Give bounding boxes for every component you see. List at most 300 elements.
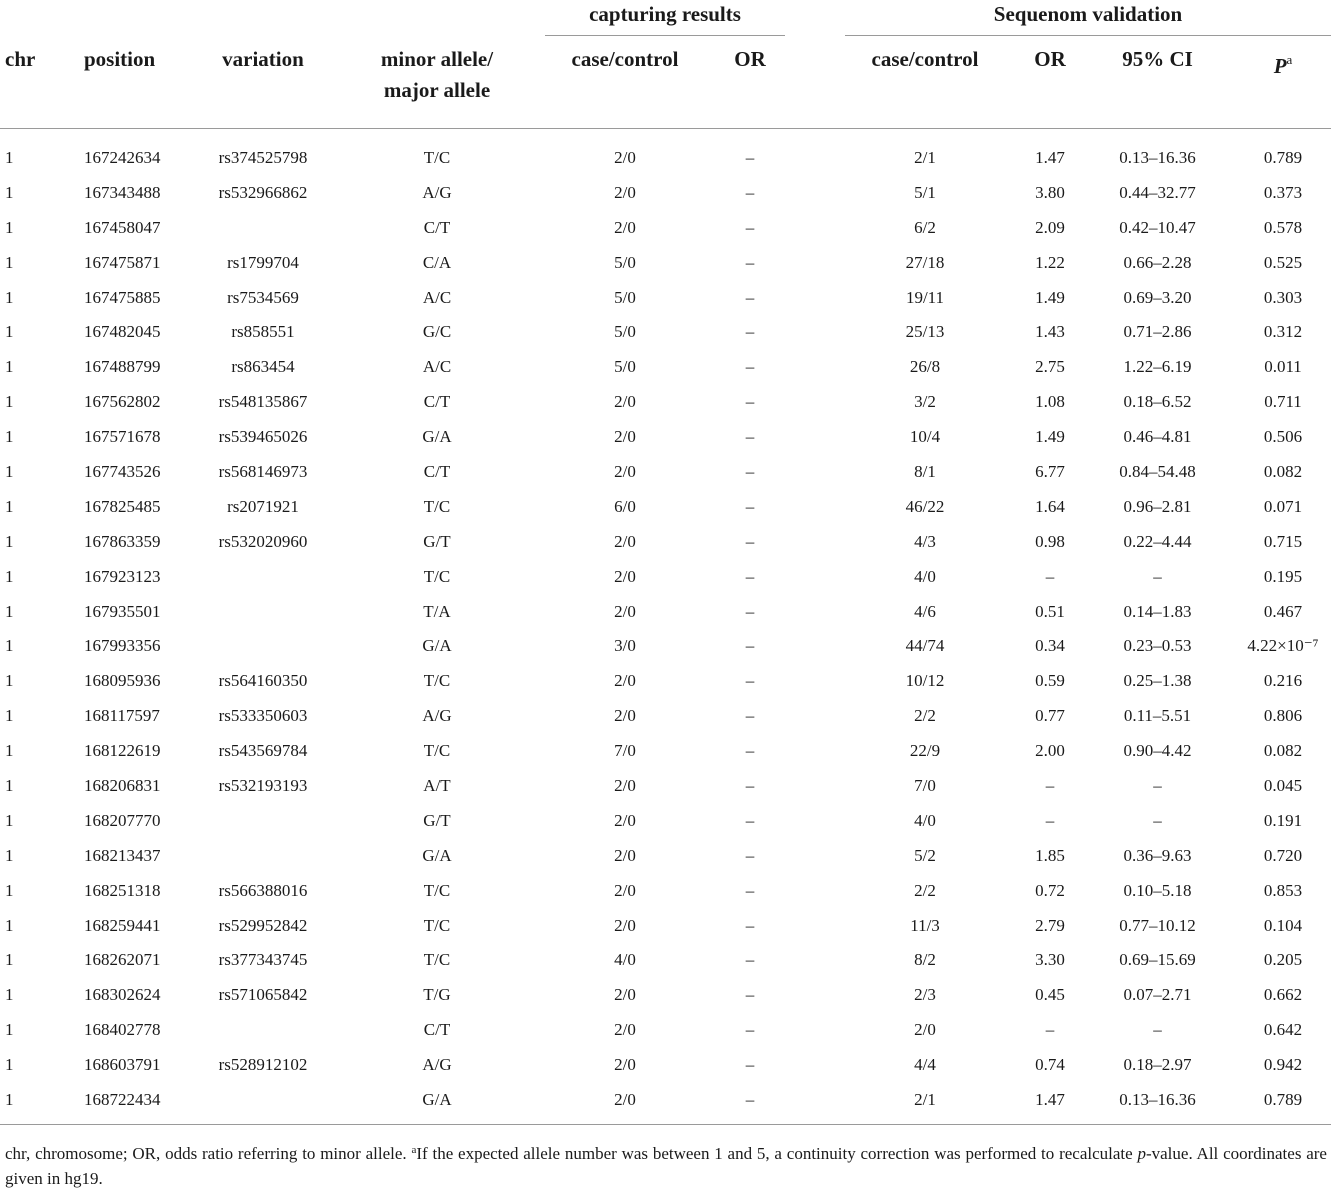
table-row	[0, 1048, 1331, 1083]
group-underline-sequenom	[845, 35, 1331, 36]
cell-capturing-case-control: 2/0	[614, 1020, 636, 1040]
cell-capturing-case-control: 2/0	[614, 392, 636, 412]
footnote-text-2: If the expected allele number was between 1 and 5, a continuity correction was performed to recalculate	[416, 1144, 1138, 1163]
cell-ci: 0.25–1.38	[1123, 671, 1192, 691]
column-header-p-superscript: a	[1286, 52, 1293, 67]
table-row	[0, 455, 1331, 490]
cell-capturing-case-control: 4/0	[614, 950, 636, 970]
table-row	[0, 176, 1331, 211]
cell-variation: rs564160350	[218, 671, 308, 691]
cell-p-value: 0.104	[1263, 915, 1303, 935]
cell-allele: G/T	[423, 810, 451, 830]
cell-chr: 1	[5, 287, 14, 307]
table-row	[0, 734, 1331, 769]
table-row	[0, 874, 1331, 909]
cell-variation: rs532193193	[218, 776, 308, 796]
cell-sequenom-case-control: 2/2	[914, 880, 936, 900]
column-header-sequenom-case-control: case/control	[871, 47, 979, 71]
cell-variation: rs539465026	[218, 427, 308, 447]
cell-ci: –	[1153, 1020, 1162, 1040]
table-row	[0, 804, 1331, 839]
cell-position: 168207770	[84, 810, 161, 830]
cell-chr: 1	[5, 462, 14, 482]
cell-capturing-case-control: 2/0	[614, 217, 636, 237]
cell-allele: A/T	[423, 776, 451, 796]
cell-position: 167343488	[84, 182, 161, 202]
cell-position: 168262071	[84, 950, 161, 970]
table-row	[0, 1083, 1331, 1118]
cell-allele: C/T	[423, 392, 451, 412]
cell-sequenom-case-control: 4/0	[914, 566, 936, 586]
cell-capturing-case-control: 2/0	[614, 566, 636, 586]
cell-capturing-case-control: 2/0	[614, 462, 636, 482]
column-header-allele	[357, 44, 517, 106]
cell-p-value: 0.011	[1264, 357, 1302, 377]
cell-ci: 0.66–2.28	[1123, 252, 1192, 272]
table-row	[0, 978, 1331, 1013]
cell-capturing-case-control: 2/0	[614, 182, 636, 202]
cell-allele: G/A	[422, 636, 452, 656]
cell-sequenom-case-control: 2/1	[914, 148, 936, 167]
cell-chr: 1	[5, 1055, 14, 1075]
cell-ci: 0.84–54.48	[1119, 462, 1196, 482]
table-body	[0, 141, 1331, 1118]
cell-allele: A/C	[422, 357, 452, 377]
cell-allele: G/A	[422, 845, 452, 865]
cell-capturing-case-control: 5/0	[614, 252, 636, 272]
cell-chr: 1	[5, 566, 14, 586]
cell-ci: –	[1153, 810, 1162, 830]
cell-position: 168302624	[84, 985, 161, 1005]
cell-position: 168213437	[84, 845, 161, 865]
cell-sequenom-or: 0.45	[1035, 985, 1065, 1005]
cell-capturing-or: –	[745, 392, 755, 412]
cell-ci: 0.22–4.44	[1123, 531, 1192, 551]
cell-sequenom-case-control: 10/4	[909, 427, 941, 447]
cell-variation: rs548135867	[218, 392, 308, 412]
cell-sequenom-case-control: 46/22	[905, 496, 945, 516]
cell-position: 167562802	[84, 392, 161, 412]
column-header-position: position	[84, 47, 156, 71]
cell-p-value: 0.942	[1263, 1055, 1303, 1075]
cell-p-value: 0.642	[1263, 1020, 1303, 1040]
cell-chr: 1	[5, 636, 14, 656]
cell-p-value: 0.303	[1263, 287, 1303, 307]
cell-p-value: 0.467	[1263, 601, 1303, 621]
cell-ci: 0.07–2.71	[1123, 985, 1192, 1005]
cell-variation: rs568146973	[218, 462, 308, 482]
cell-capturing-or: –	[745, 217, 755, 237]
cell-position: 167242634	[84, 148, 161, 167]
group-header-sequenom: Sequenom validation	[993, 2, 1183, 26]
cell-variation: rs374525798	[218, 148, 308, 167]
cell-ci: –	[1153, 566, 1162, 586]
cell-position: 168259441	[84, 915, 161, 935]
cell-p-value: 0.806	[1263, 706, 1303, 726]
cell-p-value: 0.071	[1263, 496, 1303, 516]
cell-sequenom-or: 2.00	[1035, 741, 1065, 761]
cell-capturing-case-control: 2/0	[614, 671, 636, 691]
cell-ci: 1.22–6.19	[1123, 357, 1192, 377]
cell-capturing-or: –	[745, 148, 755, 167]
cell-variation: rs7534569	[227, 287, 299, 307]
cell-capturing-or: –	[745, 880, 755, 900]
cell-position: 168722434	[84, 1090, 161, 1110]
cell-capturing-case-control: 2/0	[614, 776, 636, 796]
cell-sequenom-or: 1.85	[1035, 845, 1065, 865]
cell-capturing-or: –	[745, 531, 755, 551]
cell-capturing-case-control: 2/0	[614, 880, 636, 900]
cell-p-value: 0.082	[1263, 462, 1303, 482]
cell-position: 168095936	[84, 671, 161, 691]
cell-allele: C/A	[422, 252, 452, 272]
table-row	[0, 839, 1331, 874]
cell-chr: 1	[5, 776, 14, 796]
cell-chr: 1	[5, 1090, 14, 1110]
cell-sequenom-case-control: 5/2	[914, 845, 936, 865]
table-row	[0, 525, 1331, 560]
cell-sequenom-or: 1.49	[1035, 427, 1065, 447]
column-header-sequenom-or: OR	[1034, 47, 1066, 71]
cell-ci: 0.18–2.97	[1123, 1055, 1192, 1075]
table-row	[0, 629, 1331, 664]
cell-capturing-or: –	[745, 776, 755, 796]
cell-chr: 1	[5, 671, 14, 691]
cell-variation: rs532020960	[218, 531, 308, 551]
cell-chr: 1	[5, 427, 14, 447]
table-row	[0, 385, 1331, 420]
cell-sequenom-or: 2.09	[1035, 217, 1065, 237]
cell-variation: rs863454	[231, 357, 295, 377]
cell-capturing-case-control: 5/0	[614, 287, 636, 307]
cell-allele: T/A	[423, 601, 451, 621]
table-row	[0, 909, 1331, 944]
cell-capturing-or: –	[745, 741, 755, 761]
cell-ci: –	[1153, 776, 1162, 796]
table-row	[0, 211, 1331, 246]
cell-chr: 1	[5, 531, 14, 551]
cell-allele: T/C	[423, 566, 451, 586]
cell-allele: C/T	[423, 462, 451, 482]
group-header-row	[0, 0, 1331, 36]
cell-allele: G/A	[422, 1090, 452, 1110]
cell-capturing-or: –	[745, 1020, 755, 1040]
cell-variation: rs858551	[231, 322, 295, 342]
cell-capturing-or: –	[745, 1090, 755, 1110]
cell-variation: rs528912102	[218, 1055, 308, 1075]
table-row	[0, 420, 1331, 455]
cell-capturing-or: –	[745, 915, 755, 935]
cell-position: 167923123	[84, 566, 161, 586]
column-header-ci: 95% CI	[1122, 47, 1193, 71]
cell-capturing-or: –	[745, 357, 755, 377]
cell-p-value: 0.525	[1263, 252, 1303, 272]
cell-variation: rs1799704	[227, 252, 299, 272]
cell-allele: C/T	[423, 217, 451, 237]
cell-ci: 0.77–10.12	[1119, 915, 1196, 935]
footnote-text-1: chr, chromosome; OR, odds ratio referring to minor allele.	[5, 1144, 412, 1163]
cell-allele: T/C	[423, 741, 451, 761]
cell-sequenom-or: 0.74	[1035, 1055, 1065, 1075]
cell-ci: 0.69–15.69	[1119, 950, 1196, 970]
cell-capturing-or: –	[745, 601, 755, 621]
cell-ci: 0.90–4.42	[1123, 741, 1192, 761]
cell-allele: A/G	[422, 706, 452, 726]
cell-p-value: 0.578	[1263, 217, 1303, 237]
cell-chr: 1	[5, 392, 14, 412]
cell-allele: T/G	[423, 985, 451, 1005]
cell-capturing-case-control: 6/0	[614, 496, 636, 516]
cell-sequenom-or: 3.80	[1035, 182, 1065, 202]
cell-ci: 0.11–5.51	[1123, 706, 1192, 726]
cell-chr: 1	[5, 357, 14, 377]
cell-p-value: 0.082	[1263, 741, 1303, 761]
cell-capturing-case-control: 2/0	[614, 915, 636, 935]
cell-capturing-case-control: 2/0	[614, 148, 636, 167]
cell-chr: 1	[5, 1020, 14, 1040]
cell-p-value: 0.789	[1263, 148, 1303, 167]
cell-sequenom-case-control: 4/0	[914, 810, 936, 830]
cell-sequenom-case-control: 4/6	[914, 601, 936, 621]
footnote-text-3: -value. All coordinates are given in hg19.	[5, 1144, 1327, 1188]
cell-sequenom-case-control: 25/13	[905, 322, 945, 342]
table-row	[0, 943, 1331, 978]
cell-sequenom-or: –	[1045, 566, 1055, 586]
cell-position: 167825485	[84, 496, 161, 516]
cell-variation: rs377343745	[218, 950, 308, 970]
cell-capturing-or: –	[745, 496, 755, 516]
cell-sequenom-or: 1.64	[1035, 496, 1065, 516]
cell-chr: 1	[5, 845, 14, 865]
cell-sequenom-case-control: 6/2	[914, 217, 936, 237]
cell-sequenom-case-control: 22/9	[909, 741, 941, 761]
cell-position: 168117597	[84, 706, 160, 726]
cell-sequenom-case-control: 4/3	[914, 531, 936, 551]
cell-capturing-or: –	[745, 566, 755, 586]
column-header-variation: variation	[222, 47, 304, 71]
cell-sequenom-case-control: 10/12	[905, 671, 945, 691]
cell-allele: G/A	[422, 427, 452, 447]
footer-rule	[0, 1124, 1331, 1125]
cell-capturing-or: –	[745, 671, 755, 691]
cell-ci: 0.10–5.18	[1123, 880, 1192, 900]
cell-chr: 1	[5, 182, 14, 202]
cell-position: 168402778	[84, 1020, 161, 1040]
cell-capturing-or: –	[745, 287, 755, 307]
cell-position: 167863359	[84, 531, 161, 551]
cell-chr: 1	[5, 706, 14, 726]
table-row	[0, 595, 1331, 630]
column-header-p	[1235, 44, 1331, 82]
cell-variation: rs533350603	[218, 706, 308, 726]
cell-capturing-or: –	[745, 252, 755, 272]
cell-position: 167475871	[84, 252, 161, 272]
cell-capturing-case-control: 5/0	[614, 357, 636, 377]
table-row	[0, 664, 1331, 699]
cell-position: 167993356	[84, 636, 161, 656]
cell-capturing-or: –	[745, 706, 755, 726]
cell-position: 168206831	[84, 776, 161, 796]
column-header-allele-line1: minor allele/	[380, 47, 494, 71]
cell-sequenom-or: 2.79	[1035, 915, 1065, 935]
group-underline-capturing	[545, 35, 785, 36]
table-row	[0, 315, 1331, 350]
cell-variation: rs529952842	[218, 915, 308, 935]
cell-chr: 1	[5, 148, 14, 167]
cell-position: 167482045	[84, 322, 161, 342]
cell-ci: 0.23–0.53	[1123, 636, 1192, 656]
table-row	[0, 141, 1331, 176]
cell-ci: 0.96–2.81	[1123, 496, 1192, 516]
cell-capturing-case-control: 2/0	[614, 531, 636, 551]
cell-ci: 0.42–10.47	[1119, 217, 1196, 237]
table-footnote	[5, 1138, 1327, 1191]
table-row	[0, 350, 1331, 385]
cell-position: 167935501	[84, 601, 161, 621]
cell-allele: T/C	[423, 148, 451, 167]
cell-chr: 1	[5, 880, 14, 900]
cell-sequenom-case-control: 7/0	[914, 776, 936, 796]
table-row	[0, 281, 1331, 316]
cell-sequenom-case-control: 8/2	[914, 950, 936, 970]
cell-allele: A/G	[422, 1055, 452, 1075]
cell-sequenom-case-control: 26/8	[909, 357, 941, 377]
cell-capturing-or: –	[745, 950, 755, 970]
cell-sequenom-or: 0.77	[1035, 706, 1065, 726]
cell-sequenom-case-control: 2/1	[914, 1090, 936, 1110]
cell-ci: 0.71–2.86	[1123, 322, 1192, 342]
cell-sequenom-case-control: 11/3	[910, 915, 940, 935]
cell-ci: 0.36–9.63	[1123, 845, 1192, 865]
table-row	[0, 246, 1331, 281]
cell-ci: 0.13–16.36	[1119, 148, 1196, 167]
cell-chr: 1	[5, 322, 14, 342]
cell-sequenom-case-control: 2/0	[914, 1020, 936, 1040]
footnote-marker: a	[411, 1144, 417, 1156]
cell-allele: C/T	[423, 1020, 451, 1040]
cell-p-value: 4.22×10⁻⁷	[1247, 636, 1319, 656]
cell-chr: 1	[5, 950, 14, 970]
cell-ci: 0.44–32.77	[1119, 182, 1196, 202]
table-row	[0, 490, 1331, 525]
cell-sequenom-or: 1.49	[1035, 287, 1065, 307]
cell-sequenom-or: 0.98	[1035, 531, 1065, 551]
cell-p-value: 0.205	[1263, 950, 1303, 970]
cell-position: 167488799	[84, 357, 161, 377]
cell-sequenom-case-control: 2/3	[914, 985, 936, 1005]
cell-sequenom-case-control: 2/2	[914, 706, 936, 726]
cell-variation: rs532966862	[218, 182, 308, 202]
column-header-capturing-or: OR	[734, 47, 766, 71]
column-header-capturing-case-control: case/control	[571, 47, 679, 71]
cell-sequenom-or: 6.77	[1035, 462, 1065, 482]
cell-p-value: 0.853	[1263, 880, 1303, 900]
cell-sequenom-or: 2.75	[1035, 357, 1065, 377]
cell-position: 167571678	[84, 427, 161, 447]
cell-sequenom-case-control: 44/74	[905, 636, 945, 656]
cell-chr: 1	[5, 810, 14, 830]
cell-sequenom-or: –	[1045, 1020, 1055, 1040]
cell-p-value: 0.191	[1263, 810, 1303, 830]
cell-capturing-case-control: 2/0	[614, 427, 636, 447]
cell-capturing-case-control: 2/0	[614, 985, 636, 1005]
cell-sequenom-or: 3.30	[1035, 950, 1065, 970]
cell-sequenom-or: 0.34	[1035, 636, 1065, 656]
cell-ci: 0.69–3.20	[1123, 287, 1192, 307]
cell-ci: 0.18–6.52	[1123, 392, 1192, 412]
cell-variation: rs571065842	[218, 985, 308, 1005]
cell-ci: 0.14–1.83	[1123, 601, 1192, 621]
cell-capturing-or: –	[745, 462, 755, 482]
cell-p-value: 0.506	[1263, 427, 1303, 447]
cell-allele: A/G	[422, 182, 452, 202]
cell-sequenom-or: 0.51	[1035, 601, 1065, 621]
cell-sequenom-or: 0.72	[1035, 880, 1065, 900]
cell-capturing-or: –	[745, 1055, 755, 1075]
cell-capturing-or: –	[745, 427, 755, 447]
cell-p-value: 0.715	[1263, 531, 1303, 551]
cell-variation: rs2071921	[227, 496, 299, 516]
cell-chr: 1	[5, 915, 14, 935]
cell-sequenom-or: 1.22	[1035, 252, 1065, 272]
cell-capturing-or: –	[745, 182, 755, 202]
header-rule	[0, 128, 1331, 129]
cell-p-value: 0.216	[1263, 671, 1303, 691]
cell-position: 168122619	[84, 741, 161, 761]
group-header-capturing: capturing results	[589, 2, 741, 26]
cell-sequenom-or: 1.43	[1035, 322, 1065, 342]
cell-sequenom-or: 1.08	[1035, 392, 1065, 412]
table-row	[0, 769, 1331, 804]
cell-capturing-case-control: 2/0	[614, 845, 636, 865]
cell-chr: 1	[5, 217, 14, 237]
cell-capturing-case-control: 2/0	[614, 601, 636, 621]
cell-position: 167475885	[84, 287, 161, 307]
cell-sequenom-or: –	[1045, 810, 1055, 830]
cell-p-value: 0.045	[1263, 776, 1303, 796]
cell-p-value: 0.195	[1263, 566, 1303, 586]
column-header-allele-line2: major allele	[383, 78, 491, 102]
cell-capturing-case-control: 2/0	[614, 1090, 636, 1110]
cell-sequenom-case-control: 5/1	[914, 182, 936, 202]
cell-sequenom-case-control: 8/1	[914, 462, 936, 482]
cell-allele: G/T	[423, 531, 451, 551]
cell-allele: A/C	[422, 287, 452, 307]
cell-position: 167743526	[84, 462, 161, 482]
cell-position: 167458047	[84, 217, 161, 237]
cell-capturing-case-control: 7/0	[614, 741, 636, 761]
cell-capturing-case-control: 5/0	[614, 322, 636, 342]
cell-allele: T/C	[423, 880, 451, 900]
cell-allele: T/C	[423, 671, 451, 691]
cell-ci: 0.13–16.36	[1119, 1090, 1196, 1110]
cell-sequenom-or: 0.59	[1035, 671, 1065, 691]
column-header-p-letter: P	[1273, 54, 1287, 78]
cell-p-value: 0.373	[1263, 182, 1303, 202]
cell-chr: 1	[5, 496, 14, 516]
cell-sequenom-case-control: 4/4	[914, 1055, 936, 1075]
cell-variation: rs566388016	[218, 880, 308, 900]
cell-capturing-or: –	[745, 636, 755, 656]
cell-sequenom-or: 1.47	[1035, 1090, 1065, 1110]
table-row	[0, 560, 1331, 595]
cell-capturing-or: –	[745, 845, 755, 865]
cell-capturing-or: –	[745, 810, 755, 830]
cell-chr: 1	[5, 252, 14, 272]
cell-capturing-case-control: 2/0	[614, 810, 636, 830]
cell-allele: T/C	[423, 915, 451, 935]
cell-p-value: 0.711	[1264, 392, 1302, 412]
